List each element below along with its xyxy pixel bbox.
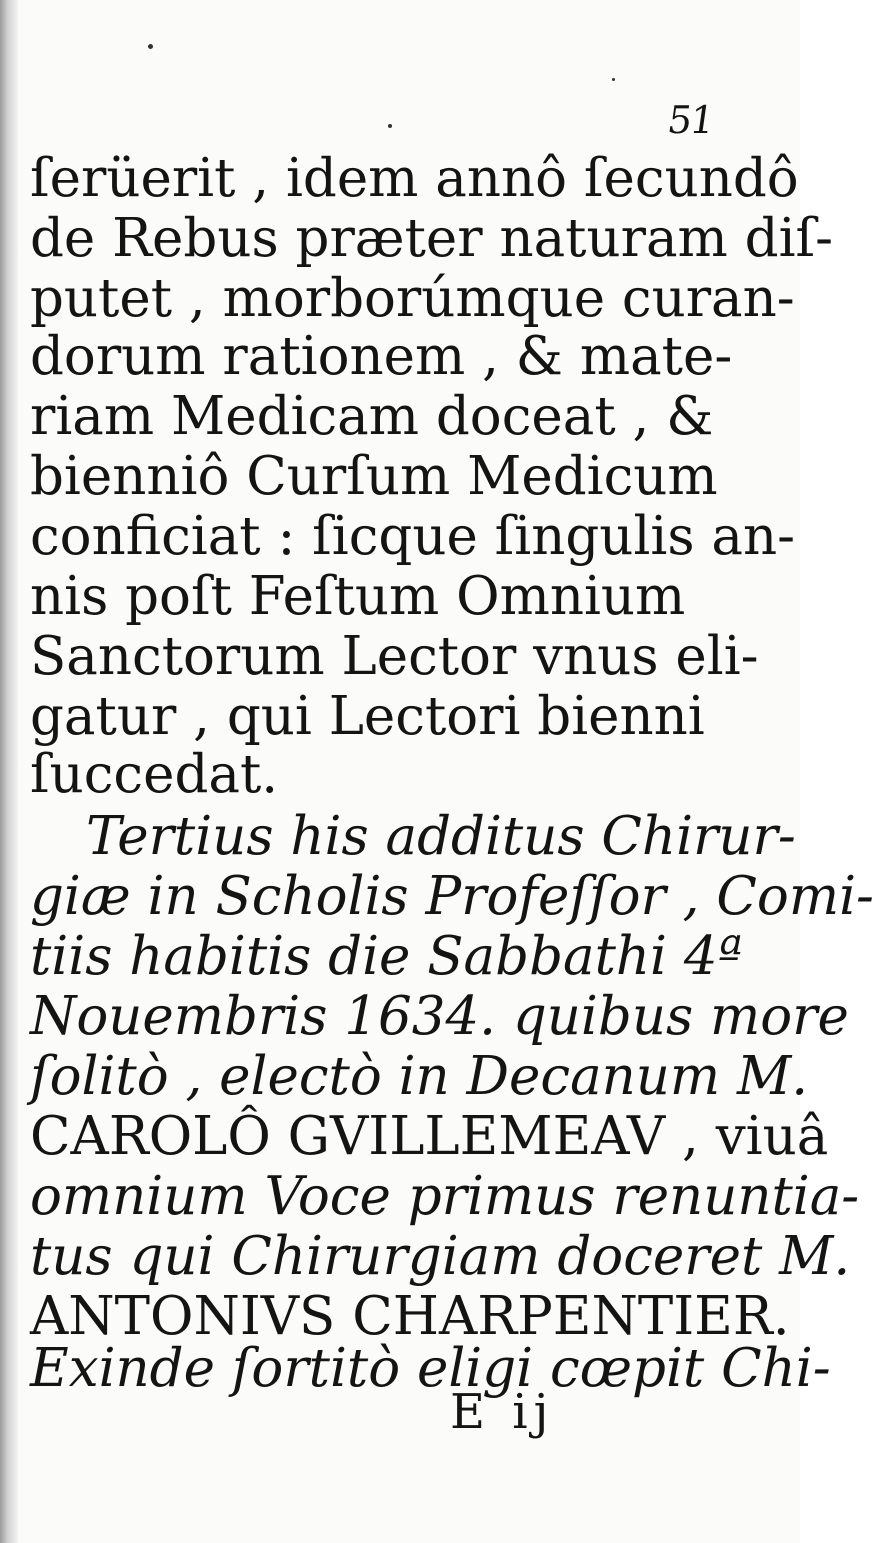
- text-line: omnium Voce primus renuntia-: [30, 1166, 860, 1227]
- text-line: conficiat : ſicque ſingulis an-: [30, 506, 796, 567]
- signature-mark: E ij: [450, 1384, 555, 1440]
- text-line: nis poſt Feſtum Omnium: [30, 566, 686, 627]
- text-line: giæ in Scholis Profeſſor , Comi-: [30, 866, 874, 927]
- text-line: tus qui Chirurgiam doceret M.: [30, 1226, 851, 1287]
- text-line: gatur , qui Lectori bienni: [30, 686, 705, 747]
- text-line: Tertius his additus Chirur-: [86, 806, 796, 867]
- ink-speck: [612, 78, 615, 81]
- text-line: ſerüerit , idem annô ſecundô: [30, 148, 799, 209]
- text-line: Nouembris 1634. quibus more: [30, 986, 849, 1047]
- page-number: 51: [664, 98, 716, 142]
- text-line: de Rebus præter naturam diſ-: [30, 208, 834, 269]
- text-line: ſuccedat.: [30, 744, 279, 805]
- ink-speck: [148, 44, 153, 49]
- text-line: tiis habitis die Sabbathi 4ª: [30, 926, 743, 987]
- page-gutter-shadow: [0, 0, 18, 1543]
- text-line: Sanctorum Lector vnus eli-: [30, 626, 759, 687]
- text-line: putet , morborúmque curan-: [30, 268, 795, 329]
- text-line: riam Medicam doceat , &: [30, 386, 714, 447]
- text-line: dorum rationem , & mate-: [30, 326, 733, 387]
- text-line: ANTONIVS CHARPENTIER.: [30, 1286, 790, 1347]
- ink-speck: [388, 124, 392, 128]
- text-line: CAROLÔ GVILLEMEAV , viuâ: [30, 1106, 829, 1167]
- text-line: bienniô Curſum Medicum: [30, 446, 718, 507]
- text-line: ſolitò , electò in Decanum M.: [30, 1046, 809, 1107]
- text-line: Exinde ſortitò eligi cœpit Chi-: [30, 1338, 831, 1399]
